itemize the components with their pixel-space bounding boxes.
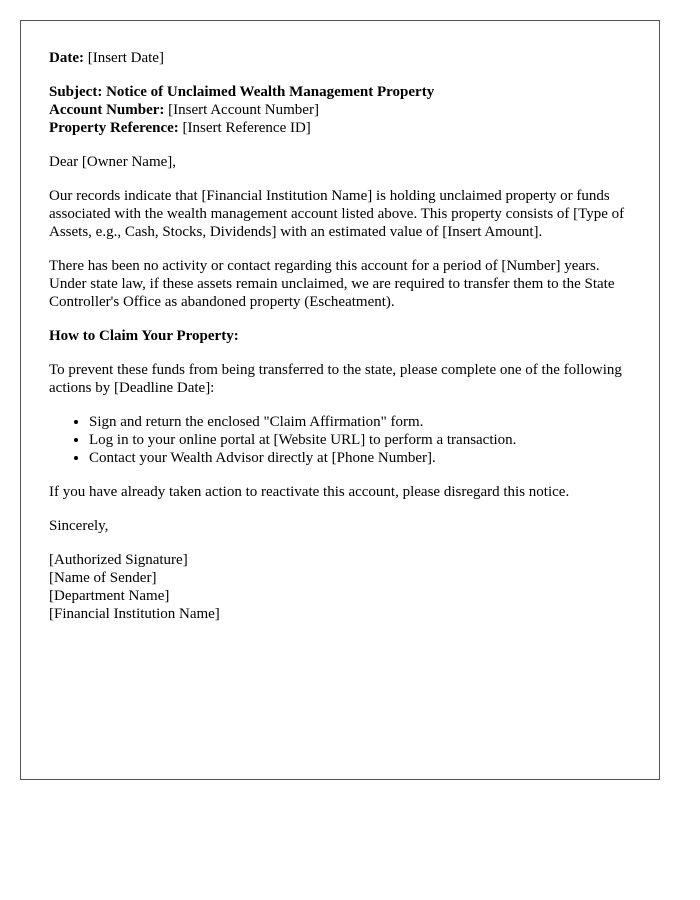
body-paragraph-inactivity: There has been no activity or contact regarding this account for a period of [Number] years. Under state law, if these assets remain unclaimed, we are required to transfer them to the State Controller's Office as abandoned property (Escheatment). <box>49 258 615 310</box>
body-paragraph-holding: Our records indicate that [Financial Institution Name] is holding unclaimed property or funds associated with the wealth management account listed above. This property consists of [Type of Assets, e.g., Cash, Stocks, Dividends] with an estimated value of [Insert Amount]. <box>49 188 625 240</box>
claim-actions-list <box>49 413 631 467</box>
disregard-note: If you have already taken action to reactivate this account, please disregard this notice. <box>49 484 570 500</box>
account-number-value: [Insert Account Number] <box>168 102 319 118</box>
department-line: [Department Name] <box>49 588 170 604</box>
property-reference-value: [Insert Reference ID] <box>182 120 311 136</box>
salutation: Dear [Owner Name], <box>49 154 177 170</box>
claim-action-item: • Contact your Wealth Advisor directly at [Phone Number]. <box>89 449 631 467</box>
subject-line: Subject: Notice of Unclaimed Wealth Management Property <box>49 84 435 100</box>
reference-block <box>49 83 631 137</box>
account-number-label: Account Number: <box>49 102 165 118</box>
letter-page <box>20 20 660 780</box>
date-value: [Insert Date] <box>87 50 164 66</box>
claim-heading: How to Claim Your Property: <box>49 328 239 344</box>
signature-line: [Authorized Signature] <box>49 552 188 568</box>
institution-line: [Financial Institution Name] <box>49 606 220 622</box>
claim-action-item: • Sign and return the enclosed "Claim Affirmation" form. <box>89 413 631 431</box>
claim-action-item: • Log in to your online portal at [Website URL] to perform a transaction. <box>89 431 631 449</box>
property-reference-line <box>49 119 631 137</box>
account-number-line <box>49 101 631 119</box>
sender-name-line: [Name of Sender] <box>49 570 157 586</box>
date-label: Date: <box>49 50 84 66</box>
claim-intro: To prevent these funds from being transferred to the state, please complete one of the following actions by [Deadline Date]: <box>49 362 622 396</box>
property-reference-label: Property Reference: <box>49 120 179 136</box>
closing: Sincerely, <box>49 518 109 534</box>
signature-block <box>49 551 631 623</box>
date-line <box>49 49 631 67</box>
